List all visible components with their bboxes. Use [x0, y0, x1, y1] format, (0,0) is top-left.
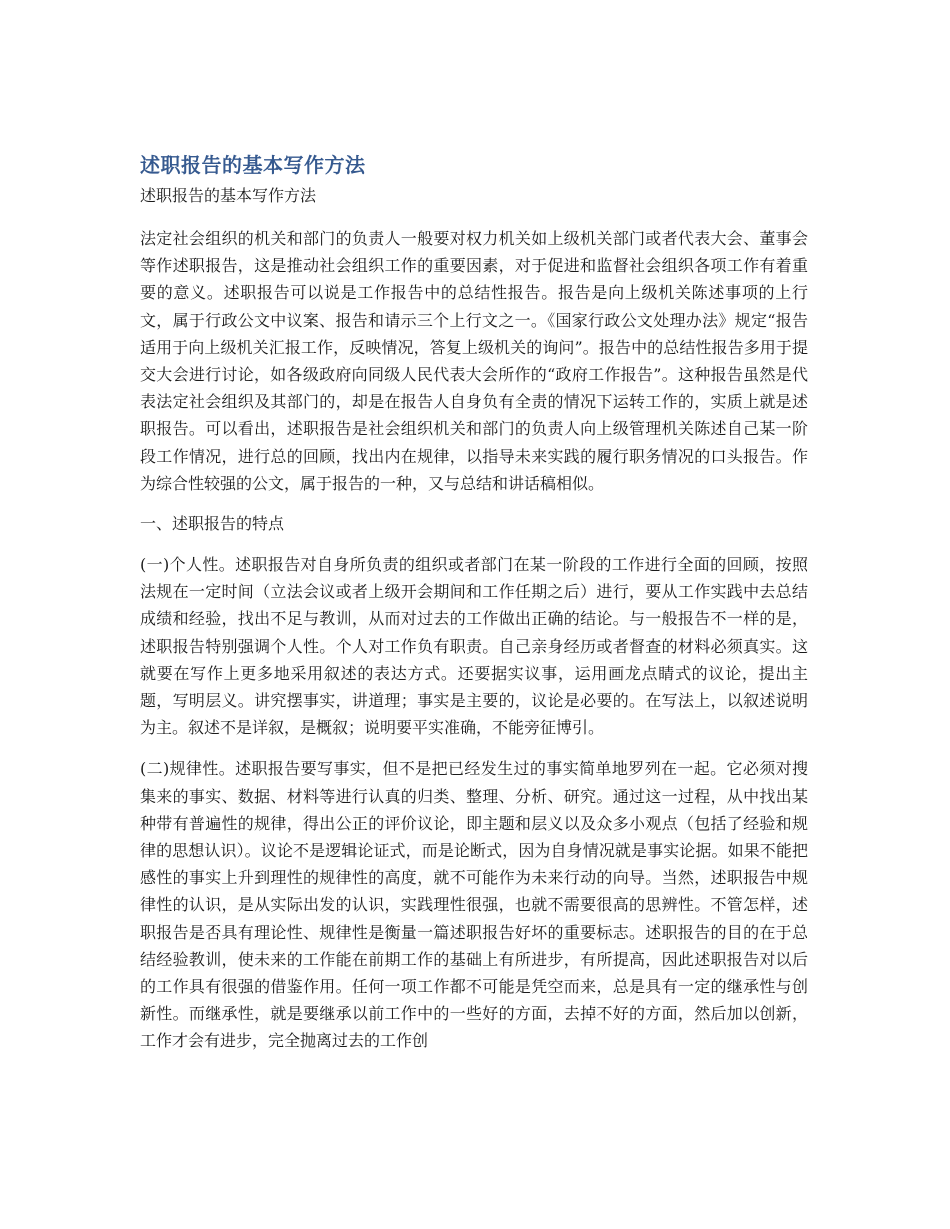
intro-paragraph: 法定社会组织的机关和部门的负责人一般要对权力机关如上级机关部门或者代表大会、董事会等作述职报告，这是推动社会组织工作的重要因素，对于促进和监督社会组织各项工作有着重要的意义。述职报告可以说是工作报告中的总结性报告。报告是向上级机关陈述事项的上行文，属于行政公文中议案、报告和请示三个上行文之一。《国家行政公文处理办法》规定“报告适用于向上级机关汇报工作，反映情况，答复上级机关的询问”。报告中的总结性报告多用于提交大会进行讨论，如各级政府向同级人民代表大会所作的“政府工作报告”。这种报告虽然是代表法定社会组织及其部门的，却是在报告人自身负有全责的情况下运转工作的，实质上就是述职报告。可以看出，述职报告是社会组织机关和部门的负责人向上级管理机关陈述自己某一阶段工作情况，进行总的回顾，找出内在规律，以指导未来实践的履行职务情况的口头报告。作为综合性较强的公文，属于报告的一种，又与总结和讲话稿相似。 [140, 229, 808, 493]
section-heading: 一、述职报告的特点 [140, 514, 285, 534]
point-2-paragraph: (二)规律性。述职报告要写事实，但不是把已经发生过的事实简单地罗列在一起。它必须对搜集来的事实、数据、材料等进行认真的归类、整理、分析、研究。通过这一过程，从中找出某种带有普遍性的规律，得出公正的评价议论，即主题和层义以及众多小观点（包括了经验和规律的思想认识）。议论不是逻辑论证式，而是论断式，因为自身情况就是事实论据。如果不能把感性的事实上升到理性的规律性的高度，就不可能作为未来行动的向导。当然，述职报告中规律性的认识，是从实际出发的认识，实践理性很强，也就不需要很高的思辨性。不管怎样，述职报告是否具有理论性、规律性是衡量一篇述职报告好坏的重要标志。述职报告的目的在于总结经验教训，使未来的工作能在前期工作的基础上有所进步，有所提高，因此述职报告对以后的工作具有很强的借鉴作用。任何一项工作都不可能是凭空而来，总是具有一定的继承性与创新性。而继承性，就是要继承以前工作中的一些好的方面，去掉不好的方面，然后加以创新，工作才会有进步，完全抛离过去的工作创 [140, 759, 808, 1051]
document-subtitle: 述职报告的基本写作方法 [140, 186, 317, 205]
point-1-paragraph: (一)个人性。述职报告对自身所负责的组织或者部门在某一阶段的工作进行全面的回顾，按照法规在一定时间（立法会议或者上级开会期间和工作任期之后）进行，要从工作实践中去总结成绩和经验，找出不足与教训，从而对过去的工作做出正确的结论。与一般报告不一样的是，述职报告特别强调个人性。个人对工作负有职责。自己亲身经历或者督查的材料必须真实。这就要在写作上更多地采用叙述的表达方式。还要据实议事，运用画龙点睛式的议论，提出主题，写明层义。讲究摆事实，讲道理；事实是主要的，议论是必要的。在写法上，以叙述说明为主。叙述不是详叙，是概叙；说明要平实准确，不能旁征博引。 [140, 555, 808, 738]
document-title: 述职报告的基本写作方法 [140, 153, 366, 177]
document-page [140, 150, 808, 1069]
